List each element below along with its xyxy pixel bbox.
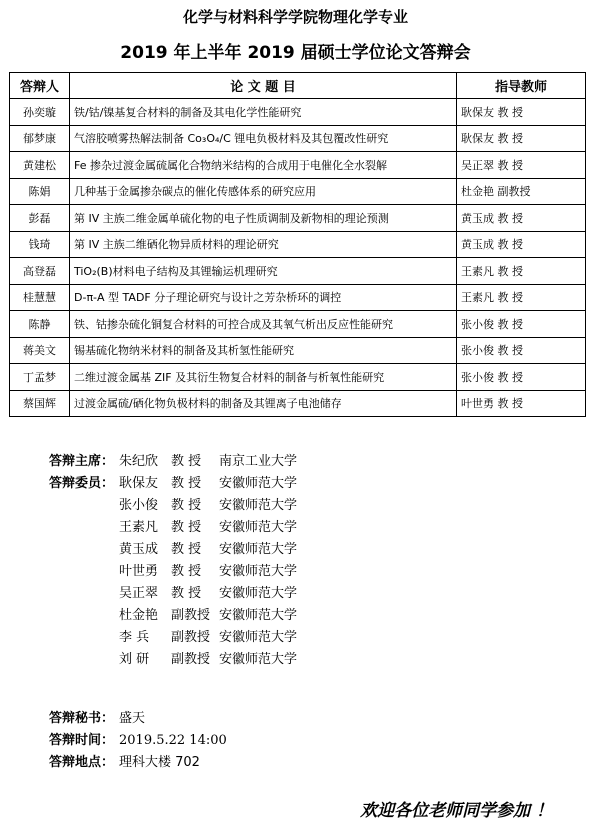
thesis-title-cell: 铁/钴/镍基复合材料的制备及其电化学性能研究	[70, 99, 457, 126]
student-name-cell: 彭磊	[10, 205, 70, 232]
member-rank: 教 授	[171, 476, 202, 491]
student-name-cell: 丁孟梦	[10, 364, 70, 391]
column-header-advisor: 指导教师	[457, 73, 586, 99]
member-org: 安徽师范大学	[219, 542, 298, 557]
advisor-cell: 杜金艳 副教授	[457, 178, 586, 205]
committee-member-row	[49, 605, 297, 627]
member-rank: 教 授	[171, 586, 202, 601]
member-name: 杜金艳	[119, 608, 159, 623]
member-rank: 副教授	[171, 608, 211, 623]
time-label: 答辩时间：	[49, 733, 115, 748]
table-row	[10, 178, 586, 205]
member-rank: 教 授	[171, 564, 202, 579]
thesis-title-cell: 第 IV 主族二维金属单硫化物的电子性质调制及新物相的理论预测	[70, 205, 457, 232]
member-org: 安徽师范大学	[219, 586, 298, 601]
member-name: 叶世勇	[119, 564, 159, 579]
member-rank: 教 授	[171, 542, 202, 557]
committee-member-row	[49, 517, 297, 539]
student-name-cell: 孙奕璇	[10, 99, 70, 126]
member-org: 安徽师范大学	[219, 476, 298, 491]
member-name: 吴正翠	[119, 586, 159, 601]
document-title: 化学与材料科学学院物理化学专业	[182, 8, 408, 26]
chair-label: 答辩主席：	[49, 454, 115, 469]
advisor-cell: 耿保友 教 授	[457, 99, 586, 126]
chair-org: 南京工业大学	[219, 454, 298, 469]
members-label-spacer	[49, 517, 119, 539]
thesis-title-cell: Fe 掺杂过渡金属硫属化合物纳米结构的合成用于电催化全水裂解	[70, 152, 457, 179]
member-rank: 教 授	[171, 498, 202, 513]
member-rank: 副教授	[171, 652, 211, 667]
document-subtitle: 2019 年上半年 2019 届硕士学位论文答辩会	[120, 43, 471, 63]
committee-member-row	[49, 495, 297, 517]
members-label-spacer	[49, 605, 119, 627]
secretary-label: 答辩秘书：	[49, 711, 115, 726]
members-label-spacer	[49, 627, 119, 649]
members-label-spacer	[49, 495, 119, 517]
student-name-cell: 黄建松	[10, 152, 70, 179]
member-org: 安徽师范大学	[219, 564, 298, 579]
member-org: 安徽师范大学	[219, 652, 298, 667]
member-name: 刘 研	[119, 652, 150, 667]
thesis-title-cell: 第 IV 主族二维硒化物异质材料的理论研究	[70, 231, 457, 258]
member-rank: 教 授	[171, 520, 202, 535]
table-row	[10, 390, 586, 417]
member-org: 安徽师范大学	[219, 608, 298, 623]
student-name-cell: 蒋美文	[10, 337, 70, 364]
thesis-title-cell: D-π-A 型 TADF 分子理论研究与设计之芳杂桥环的调控	[70, 284, 457, 311]
thesis-title-cell: 二维过渡金属基 ZIF 及其衍生物复合材料的制备与析氧性能研究	[70, 364, 457, 391]
column-header-title: 论 文 题 目	[70, 73, 457, 99]
members-label: 答辩委员：	[49, 476, 115, 491]
member-name: 王素凡	[119, 520, 159, 535]
thesis-title-cell: 几种基于金属掺杂碳点的催化传感体系的研究应用	[70, 178, 457, 205]
committee-member-row	[49, 649, 297, 671]
advisor-cell: 叶世勇 教 授	[457, 390, 586, 417]
table-header-row	[10, 73, 586, 99]
table-row	[10, 284, 586, 311]
defense-info	[49, 708, 227, 774]
place-value: 理科大楼 702	[119, 755, 200, 770]
member-rank: 副教授	[171, 630, 211, 645]
student-name-cell: 钱琦	[10, 231, 70, 258]
members-label-spacer	[49, 583, 119, 605]
advisor-cell: 张小俊 教 授	[457, 337, 586, 364]
closing-message: 欢迎各位老师同学参加 ！	[360, 801, 553, 821]
advisor-cell: 王素凡 教 授	[457, 284, 586, 311]
advisor-cell: 吴正翠 教 授	[457, 152, 586, 179]
advisor-cell: 耿保友 教 授	[457, 125, 586, 152]
advisor-cell: 张小俊 教 授	[457, 311, 586, 338]
thesis-title-cell: 铁、钴掺杂硫化铜复合材料的可控合成及其氧气析出反应性能研究	[70, 311, 457, 338]
table-row	[10, 231, 586, 258]
thesis-title-cell: 气溶胶喷雾热解法制备 Co₃O₄/C 锂电负极材料及其包覆改性研究	[70, 125, 457, 152]
thesis-title-cell: 锡基硫化物纳米材料的制备及其析氢性能研究	[70, 337, 457, 364]
advisor-cell: 黄玉成 教 授	[457, 205, 586, 232]
chair-rank: 教 授	[171, 454, 202, 469]
committee-section	[49, 451, 297, 671]
place-row	[49, 752, 227, 774]
table-row	[10, 337, 586, 364]
thesis-title-cell: TiO₂(B)材料电子结构及其锂输运机理研究	[70, 258, 457, 285]
member-name: 黄玉成	[119, 542, 159, 557]
place-label: 答辩地点：	[49, 755, 115, 770]
student-name-cell: 郁梦康	[10, 125, 70, 152]
student-name-cell: 蔡国辉	[10, 390, 70, 417]
thesis-title-cell: 过渡金属硫/硒化物负极材料的制备及其锂离子电池储存	[70, 390, 457, 417]
table-row	[10, 364, 586, 391]
table-row	[10, 258, 586, 285]
committee-member-row	[49, 473, 297, 495]
member-org: 安徽师范大学	[219, 498, 298, 513]
time-value: 2019.5.22 14:00	[119, 733, 227, 748]
student-name-cell: 陈娟	[10, 178, 70, 205]
members-label-spacer	[49, 649, 119, 671]
secretary-row	[49, 708, 227, 730]
member-name: 李 兵	[119, 630, 150, 645]
table-row	[10, 125, 586, 152]
chair-name: 朱纪欣	[119, 454, 159, 469]
member-org: 安徽师范大学	[219, 520, 298, 535]
table-row	[10, 152, 586, 179]
member-name: 耿保友	[119, 476, 159, 491]
column-header-student: 答辩人	[10, 73, 70, 99]
advisor-cell: 张小俊 教 授	[457, 364, 586, 391]
committee-member-row	[49, 539, 297, 561]
advisor-cell: 王素凡 教 授	[457, 258, 586, 285]
committee-member-row	[49, 583, 297, 605]
time-row	[49, 730, 227, 752]
student-name-cell: 陈静	[10, 311, 70, 338]
table-row	[10, 311, 586, 338]
student-name-cell: 高登磊	[10, 258, 70, 285]
student-name-cell: 桂慧慧	[10, 284, 70, 311]
advisor-cell: 黄玉成 教 授	[457, 231, 586, 258]
committee-member-row	[49, 561, 297, 583]
table-row	[10, 99, 586, 126]
table-row	[10, 205, 586, 232]
committee-member-row	[49, 627, 297, 649]
members-label-spacer	[49, 561, 119, 583]
member-name: 张小俊	[119, 498, 159, 513]
secretary-value: 盛天	[119, 711, 146, 726]
thesis-table	[9, 72, 586, 417]
members-label-spacer	[49, 539, 119, 561]
member-org: 安徽师范大学	[219, 630, 298, 645]
committee-chair-row	[49, 451, 297, 473]
